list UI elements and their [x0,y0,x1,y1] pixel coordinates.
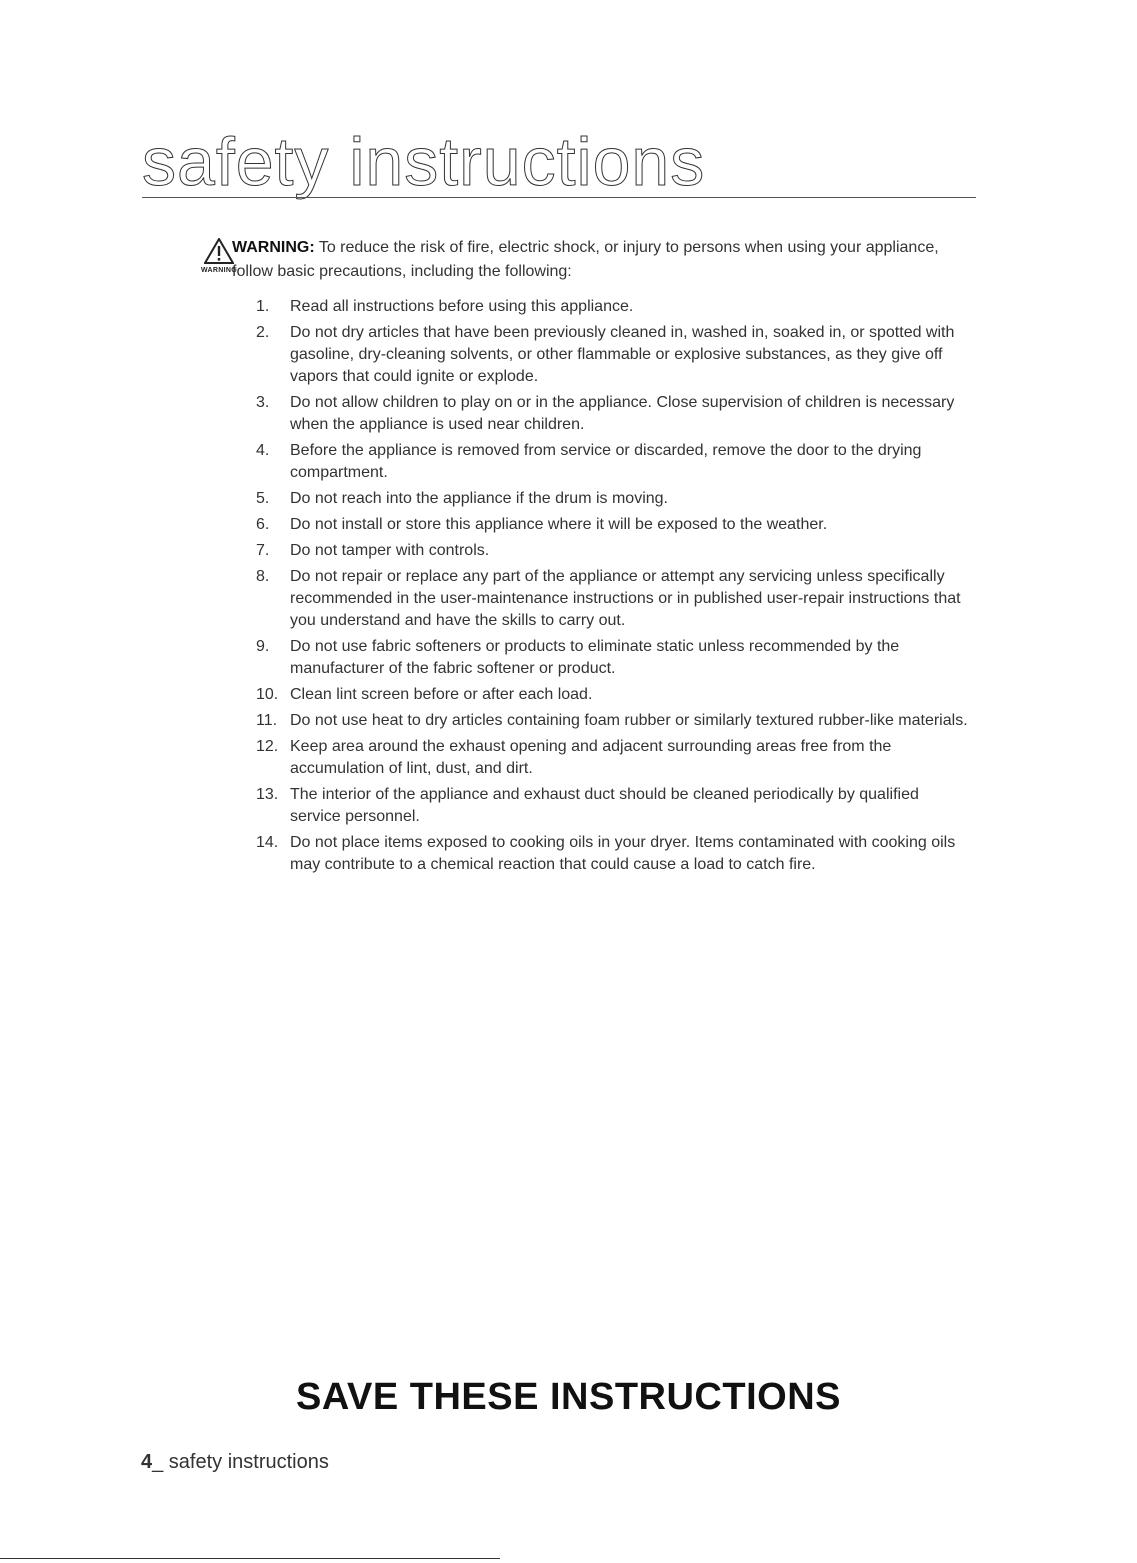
warning-body: To reduce the risk of fire, electric shock, or injury to persons when using your appliance, follow basic precautions, including the following: [232,239,939,280]
item-text: The interior of the appliance and exhaust duct should be cleaned periodically by qualified service personnel. [290,786,919,825]
footer-section-label: _ safety instructions [152,1451,329,1473]
item-number: 6. [256,516,270,533]
item-text: Do not repair or replace any part of the appliance or attempt any servicing unless specifically recommended in the user-maintenance instructions or in published user-repair instructions that you understand and have the skills to carry out. [290,568,961,629]
item-number: 3. [256,394,270,411]
list-item [256,514,971,536]
item-text: Do not allow children to play on or in the appliance. Close supervision of children is necessary when the appliance is used near children. [290,394,955,433]
item-text: Do not use fabric softeners or products to eliminate static unless recommended by the manufacturer of the fabric softener or product. [290,638,900,677]
page-title: safety instructions [142,124,706,200]
item-text: Before the appliance is removed from service or discarded, remove the door to the drying compartment. [290,442,922,481]
warning-icon-caption: WARNING [201,267,237,274]
list-item [256,488,971,510]
item-text: Do not dry articles that have been previously cleaned in, washed in, soaked in, or spotted with gasoline, dry-cleaning solvents, or other flammable or explosive substances, as they give off vapors that could ignite or explode. [290,324,955,385]
list-item [256,392,971,436]
item-number: 11. [256,712,278,729]
item-number: 8. [256,568,270,585]
item-number: 2. [256,324,270,341]
warning-triangle-icon [204,238,234,264]
list-item [256,710,971,732]
list-item [256,832,971,876]
page-footer [141,1451,329,1474]
bottom-divider [0,1558,500,1559]
item-text: Do not install or store this appliance where it will be exposed to the weather. [290,516,828,533]
list-item [256,540,971,562]
item-number: 10. [256,686,279,703]
list-item [256,736,971,780]
instructions-list [256,296,971,880]
list-item [256,322,971,388]
item-text: Do not use heat to dry articles containing foam rubber or similarly textured rubber-like materials. [290,712,968,729]
item-number: 12. [256,738,279,755]
item-text: Read all instructions before using this appliance. [290,298,634,315]
item-text: Do not reach into the appliance if the drum is moving. [290,490,668,507]
list-item [256,784,971,828]
item-text: Clean lint screen before or after each load. [290,686,593,703]
item-number: 4. [256,442,270,459]
item-number: 7. [256,542,270,559]
save-instructions-heading: SAVE THESE INSTRUCTIONS [296,1376,841,1418]
item-text: Do not place items exposed to cooking oils in your dryer. Items contaminated with cooking oils may contribute to a chemical reaction that could cause a load to catch fire. [290,834,956,873]
item-text: Do not tamper with controls. [290,542,490,559]
warning-label: WARNING: [232,239,315,256]
item-number: 13. [256,786,279,803]
item-number: 14. [256,834,279,851]
warning-text [232,236,968,284]
list-item [256,296,971,318]
list-item [256,684,971,706]
item-number: 9. [256,638,270,655]
warning-block [198,236,968,284]
item-number: 1. [256,298,270,315]
item-text: Keep area around the exhaust opening and adjacent surrounding areas free from the accumulation of lint, dust, and dirt. [290,738,892,777]
title-divider [142,197,976,198]
list-item [256,440,971,484]
warning-icon-group [198,236,240,274]
item-number: 5. [256,490,270,507]
page-number: 4 [141,1451,153,1473]
list-item [256,636,971,680]
list-item [256,566,971,632]
